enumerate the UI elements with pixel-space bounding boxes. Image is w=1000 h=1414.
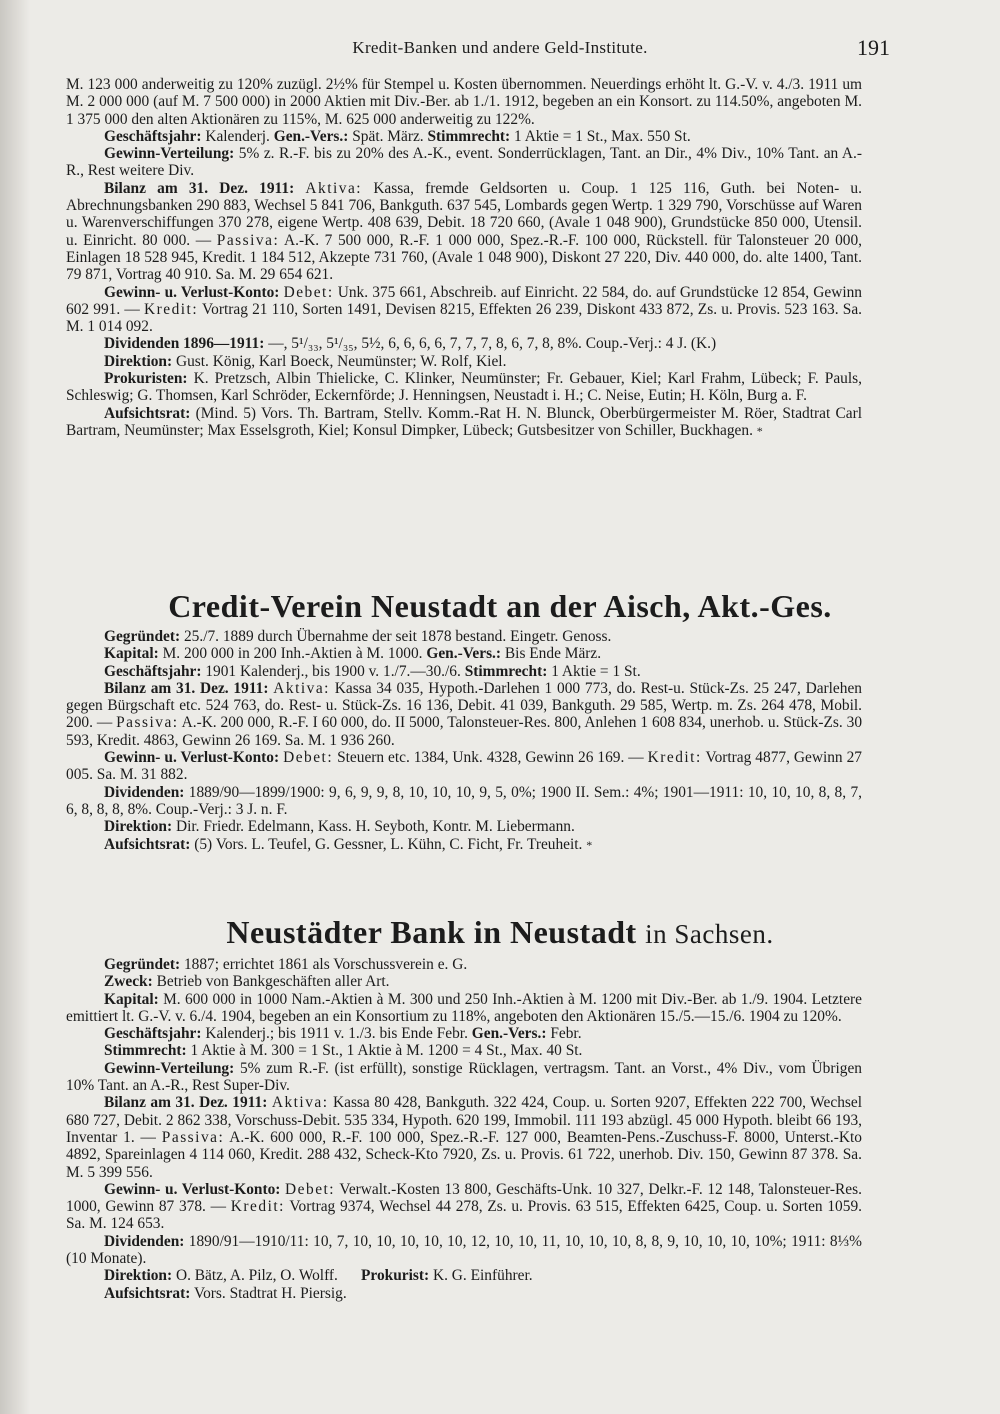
entry-2-aufsichtsrat: Aufsichtsrat: (5) Vors. L. Teufel, G. Gessner, L. Kühn, C. Ficht, Fr. Treuheit. *: [104, 835, 593, 853]
page-number: 191: [857, 35, 890, 60]
entry-2-direktion: Direktion: Dir. Friedr. Edelmann, Kass. H. Seyboth, Kontr. M. Liebermann.: [104, 818, 575, 836]
entry-2-gegruendet: Gegründet: 25./7. 1889 durch Übernahme der seit 1878 bestand. Eingetr. Genoss.: [104, 628, 612, 645]
entry-2-geschaeftsjahr: Geschäftsjahr: 1901 Kalenderj., bis 1900 v. 1./7.—30./6. Stimmrecht: 1 Aktie = 1 St.: [104, 662, 641, 680]
entry-3-dividenden: Dividenden: 1890/91—1910/11: 10, 7, 10, 10, 10, 10, 10, 12, 10, 10, 11, 10, 10, 10, 8, 8, 9, 10, 10, 10, 10%; 1911: 8⅓% (10 Monate).: [66, 1232, 862, 1268]
entry-3-gewinn-verlust: Gewinn- u. Verlust-Konto: Debet: Verwalt.-Kosten 13 800, Geschäfts-Unk. 10 327, Delkr.-F. 12 148, Talonsteuer-Res. 1000, Gewinn 87 378. — Kredit: Vortrag 9374, Wechsel 44 278, Zs. u. Provis. 63 515, Effekten 6425, Coup. u. Sorten 1059. Sa. M. 124 653.: [66, 1180, 862, 1233]
entry-2-gewinn-verlust: Gewinn- u. Verlust-Konto: Debet: Steuern etc. 1384, Unk. 4328, Gewinn 26 169. — Kredit: Vortrag 4877, Gewinn 27 005. Sa. M. 31 882.: [66, 749, 862, 784]
page-left-edge: [0, 0, 30, 1414]
entry-3-zweck: Zweck: Betrieb von Bankgeschäften aller Art.: [104, 973, 390, 991]
page-header: [0, 35, 1000, 68]
entry-3-gewinn-verteilung: Gewinn-Verteilung: 5% zum R.-F. (ist erfüllt), sonstige Rücklagen, vertragsm. Tant. an Vorst., 4% Div., vom Übrigen 10% Tant. an A.-R., Rest Super-Div.: [66, 1059, 862, 1095]
entry-2-kapital: Kapital: M. 200 000 in 200 Inh.-Aktien à M. 1000. Gen.-Vers.: Bis Ende März.: [104, 645, 602, 663]
end-mark: *: [756, 423, 763, 438]
entry-3-gegruendet: Gegründet: 1887; errichtet 1861 als Vorschussverein e. G.: [104, 956, 468, 973]
entry-1-bilanz: Bilanz am 31. Dez. 1911: Aktiva: Kassa, fremde Geldsorten u. Coup. 1 125 116, Guth. bei Noten- u. Abrechnungsbanken 290 883, Wechsel 5 841 706, Bankguth. 637 545, Lombards gegen Wertp. 1 329 790, Vorschüsse auf Waren u. Warenverschiffungen 370 278, eigene Wertp. 408 639, Debit. 18 720 660, (Avale 1 048 900), Grundstücke 850 000, Utensil. u. Einricht. 80 000. — Passiva: A.-K. 7 500 000, R.-F. 1 000 000, Spez.-R.-F. 100 000, Rückstell. für Talonsteuer 20 000, Einlagen 18 528 945, Kredit. 1 184 512, Akzepte 731 760, (Avale 1 048 900), Diskont 27 220, Div. 440 000, do. alte 1400, Tant. 79 871, Vortrag 40 910. Sa. M. 29 654 621.: [66, 179, 863, 284]
entry-1-geschaeftsjahr: Geschäftsjahr: Kalenderj. Gen.-Vers.: Spät. März. Stimmrecht: 1 Aktie = 1 St., Max. 550 St.: [104, 127, 691, 145]
entry-1-direktion: Direktion: Gust. König, Karl Boeck, Neumünster; W. Rolf, Kiel.: [104, 352, 507, 370]
entry-3-stimmrecht: Stimmrecht: 1 Aktie à M. 300 = 1 St., 1 Aktie à M. 1200 = 4 St., Max. 40 St.: [104, 1042, 583, 1060]
entry-1-prokuristen: Prokuristen: K. Pretzsch, Albin Thielicke, C. Klinker, Neumünster; Fr. Gebauer, Kiel; Karl Frahm, Lübeck; F. Pauls, Schleswig; G. Thomsen, Karl Schröder, Eckernförde; J. Henningsen, Neustadt i. H.; C. Neise, Eutin; H. Köln, Burg a. F.: [66, 370, 862, 405]
entry-1-intro: M. 123 000 anderweitig zu 120% zuzügl. 2½% für Stempel u. Kosten übernommen. Neuerdings erhöht lt. G.-V. v. 4./3. 1911 um M. 2 000 000 (auf M. 7 500 000) in 2000 Aktien mit Div.-Ber. ab 1./1. 1912, begeben an ein Konsort. zu 114.50%, angeboten M. 1 375 000 den alten Aktionären zu 115%, M. 625 000 anderweitig zu 122%.: [66, 76, 862, 128]
entry-1-gewinn-verteilung: Gewinn-Verteilung: 5% z. R.-F. bis zu 20% des A.-K., event. Sonderrücklagen, Tant. an Dir., 4% Div., 10% Tant. an A.-R., Rest weitere Div.: [66, 145, 862, 180]
entry-3-kapital: Kapital: M. 600 000 in 1000 Nam.-Aktien à M. 300 und 250 Inh.-Aktien à M. 1200 mit Div.-Ber. ab 1./9. 1904. Letztere emittiert lt. G.-V. v. 6./4. 1904, begeben an ein Konsortium zu 118%, angeboten den Aktionären 15./5.—15./6. 1904 zu 120%.: [66, 990, 862, 1025]
end-mark: *: [586, 837, 593, 852]
entry-1-gewinn-verlust: Gewinn- u. Verlust-Konto: Debet: Unk. 375 661, Abschreib. auf Einricht. 22 584, do. auf Grundstücke 12 854, Gewinn 602 991. — Kredit: Vortrag 21 110, Sorten 1491, Devisen 8215, Effekten 26 239, Diskont 433 872, Zs. u. Provis. 523 163. Sa. M. 1 014 092.: [66, 283, 862, 336]
entry-3-direktion: Direktion: O. Bätz, A. Pilz, O. Wolff. Prokurist: K. G. Einführer.: [104, 1267, 533, 1285]
entry-1-aufsichtsrat: Aufsichtsrat: (Mind. 5) Vors. Th. Bartram, Stellv. Komm.-Rat H. N. Blunck, Oberbürgermeister M. Röer, Stadtrat Carl Bartram, Neumünster; Max Esselsgroth, Kiel; Konsul Dimpker, Lübeck; Gutsbesitzer von Schiller, Buckhagen. *: [66, 404, 862, 439]
entry-3-title: [0, 914, 1000, 951]
entry-2-title: Credit-Verein Neustadt an der Aisch, Akt.-Ges.: [168, 588, 832, 624]
entry-3: [66, 956, 862, 1302]
entry-3-title-sub: in Sachsen.: [645, 919, 774, 949]
entry-3-bilanz: Bilanz am 31. Dez. 1911: Aktiva: Kassa 80 428, Bankguth. 322 424, Coup. u. Sorten 9207, Effekten 222 700, Wechsel 680 727, Debit. 2 862 338, Vorschuss-Debit. 535 334, Hypoth. 620 199, Immobil. 111 193 abzügl. 45 000 Hypoth. bleibt 66 193, Inventar 1. — Passiva: A.-K. 600 000, R.-F. 100 000, Spez.-R.-F. 127 000, Beamten-Pens.-Zuschuss-F. 8000, Unterst.-Kto 4892, Spareinlagen 4 114 060, Kredit. 288 432, Scheck-Kto 7920, Zs. u. Provis. 61 722, unerhob. Div. 150, Gewinn 87 378. Sa. M. 5 399 556.: [66, 1094, 862, 1181]
entry-2-bilanz: Bilanz am 31. Dez. 1911: Aktiva: Kassa 34 035, Hypoth.-Darlehen 1 000 773, do. Rest-u. Stück-Zs. 25 247, Darlehen gegen Bürgschaft etc. 524 763, do. Rest- u. Stück-Zs. 16 136, Debit. 41 039, Bankguth. 29 585, Wertp. m. Zs. 264 478, Mobil. 200. — Passiva: A.-K. 200 000, R.-F. I 60 000, do. II 5000, Talonsteuer-Res. 800, Anlehen 1 608 834, unerhob. u. Stück-Zs. 30 593, Kredit. 4863, Gewinn 26 169. Sa. M. 1 936 260.: [66, 679, 863, 749]
entry-3-title-main: Neustädter Bank in Neustadt: [226, 914, 637, 950]
entry-2-dividenden: Dividenden: 1889/90—1899/1900: 9, 6, 9, 9, 8, 10, 10, 10, 9, 5, 0%; 1900 II. Sem.: 4%; 1901—1911: 10, 10, 10, 8, 8, 7, 6, 8, 8, 8, 8%. Coup.-Verj.: 3 J. n. F.: [66, 783, 862, 818]
running-title: Kredit-Banken und andere Geld-Institute.: [352, 38, 648, 57]
entry-1-dividenden: Dividenden 1896—1911: —, 5¹/₃₃, 5¹/₃₅, 5½, 6, 6, 6, 6, 7, 7, 7, 8, 6, 7, 8, 8%. Coup.-Verj.: 4 J. (K.): [104, 335, 717, 353]
entry-3-aufsichtsrat: Aufsichtsrat: Vors. Stadtrat H. Piersig.: [104, 1284, 347, 1302]
entry-3-geschaeftsjahr: Geschäftsjahr: Kalenderj.; bis 1911 v. 1./3. bis Ende Febr. Gen.-Vers.: Febr.: [104, 1025, 582, 1043]
entry-1: [66, 76, 862, 440]
entry-2: [66, 628, 862, 854]
